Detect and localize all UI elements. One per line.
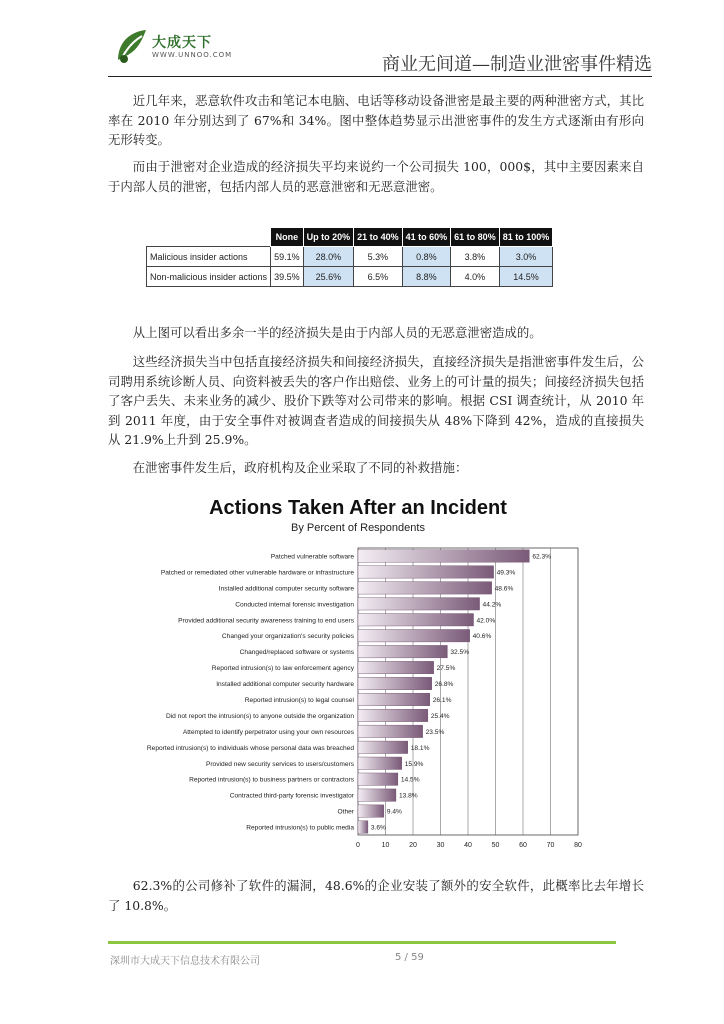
x-tick-label: 80 (574, 842, 582, 849)
footer-company: 深圳市大成天下信息技术有限公司 (110, 956, 260, 967)
value-label: 40.6% (472, 633, 492, 641)
loss-table-corner (147, 228, 271, 247)
table-cell: 8.8% (402, 267, 451, 287)
bar (358, 757, 402, 769)
value-label: 14.5% (400, 776, 420, 784)
x-tick-label: 40 (464, 842, 472, 849)
category-label: Installed additional computer security hardware (216, 681, 354, 689)
x-tick-label: 60 (519, 842, 527, 849)
loss-table-col-header: 21 to 40% (354, 228, 403, 247)
value-label: 26.1% (432, 696, 452, 704)
document-title: 商业无间道—制造业泄密事件精选 (382, 54, 652, 75)
x-tick-label: 30 (436, 842, 445, 849)
actions-chart-svg (130, 490, 594, 858)
bar (358, 614, 474, 626)
logo-text-cn: 大成天下 (152, 35, 212, 51)
bar (358, 677, 432, 689)
x-tick-label: 70 (546, 842, 555, 849)
actions-chart (130, 490, 594, 858)
value-label: 3.6% (370, 824, 386, 832)
value-label: 13.8% (398, 792, 418, 800)
row-label: Malicious insider actions (147, 247, 271, 267)
paragraph-4: 这些经济损失当中包括直接经济损失和间接经济损失，直接经济损失是指泄密事件发生后，公司聘用系统诊断人员、向资料被丢失的客户作出赔偿、业务上的可计量的损失；间接经济损失包括了客户丢失、未来业务的减少、股价下跌等对公司带来的影响。根据 CSI 调查统计，从 2010 年到 2011 年度，由于安全事件对被调查者造成的间接损失从 48%下降到 42%，造成的直接损失从 21.9%上升到 25.9%。 (108, 354, 644, 447)
table-cell: 28.0% (303, 247, 354, 267)
category-label: Attempted to identify perpetrator using your own resources (182, 728, 354, 736)
loss-table-col-header: None (271, 228, 304, 247)
category-label: Patched or remediated other vulnerable hardware or infrastructure (160, 569, 354, 577)
paragraph-1: 近几年来，恶意软件攻击和笔记本电脑、电话等移动设备泄密是最主要的两种泄密方式，其比率在 2010 年分别达到了 67%和 34%。图中整体趋势显示出泄密事件的发生方式逐渐由有形向无形转变。 (108, 93, 644, 147)
row-label: Non-malicious insider actions (147, 267, 271, 287)
category-label: Reported intrusion(s) to law enforcement agency (211, 665, 354, 673)
x-tick-label: 10 (381, 842, 390, 849)
value-label: 32.5% (450, 649, 470, 657)
value-label: 9.4% (386, 808, 402, 816)
x-tick-label: 50 (491, 842, 500, 849)
value-label: 23.5% (425, 728, 445, 736)
value-label: 26.8% (434, 681, 454, 689)
value-label: 49.3% (496, 569, 516, 577)
table-cell: 0.8% (402, 247, 451, 267)
loss-table-col-header: 41 to 60% (402, 228, 451, 247)
category-label: Did not report the intrusion(s) to anyone outside the organization (165, 712, 354, 720)
loss-table (146, 227, 553, 287)
table-cell: 6.5% (354, 267, 403, 287)
category-label: Reported intrusion(s) to business partners or contractors (189, 776, 354, 784)
category-label: Changed your organization's security policies (221, 633, 354, 641)
category-label: Contracted third-party forensic investigator (229, 792, 354, 800)
x-tick-label: 20 (409, 842, 417, 849)
bar (358, 582, 492, 594)
bar (358, 550, 529, 562)
table-cell: 14.5% (499, 267, 553, 287)
table-cell: 39.5% (271, 267, 304, 287)
chart-subtitle: By Percent of Respondents (291, 522, 425, 534)
value-label: 27.5% (436, 665, 456, 673)
table-cell: 5.3% (354, 247, 403, 267)
bar (358, 661, 434, 673)
value-label: 15.9% (404, 760, 424, 768)
table-cell: 3.0% (499, 247, 553, 267)
table-cell: 4.0% (451, 267, 500, 287)
category-label: Provided new security services to users/customers (205, 760, 354, 768)
bar (358, 741, 408, 753)
bar (358, 821, 368, 833)
category-label: Reported intrusion(s) to public media (246, 824, 354, 832)
table-cell: 3.8% (451, 247, 500, 267)
company-logo (112, 26, 262, 66)
table-cell: 59.1% (271, 247, 304, 267)
page-number: 5 / 59 (395, 952, 424, 963)
value-label: 62.3% (532, 553, 552, 561)
value-label: 25.4% (430, 712, 450, 720)
paragraph-3: 从上图可以看出多余一半的经济损失是由于内部人员的无恶意泄密造成的。 (132, 325, 542, 340)
bar (358, 566, 494, 578)
paragraph-6: 62.3%的公司修补了软件的漏洞，48.6%的企业安装了额外的安全软件，此概率比去年增长了 10.8%。 (108, 878, 644, 913)
category-label: Installed additional computer security software (218, 585, 354, 593)
category-label: Reported intrusion(s) to legal counsel (244, 696, 354, 704)
bar (358, 725, 423, 737)
value-label: 44.2% (482, 601, 502, 609)
value-label: 18.1% (410, 744, 430, 752)
category-label: Changed/replaced software or systems (239, 649, 354, 657)
value-label: 42.0% (476, 617, 496, 625)
category-label: Patched vulnerable software (270, 553, 354, 561)
x-tick-label: 0 (356, 842, 360, 849)
logo-text-en: WWW.UNNOO.COM (152, 51, 233, 59)
table-cell: 25.6% (303, 267, 354, 287)
loss-table-col-header: 61 to 80% (451, 228, 500, 247)
bar (358, 773, 398, 785)
header-divider (108, 76, 652, 77)
table-row (147, 247, 553, 267)
bar (358, 645, 447, 657)
category-label: Other (337, 808, 354, 816)
table-row (147, 267, 553, 287)
loss-table-col-header: Up to 20% (303, 228, 354, 247)
category-label: Conducted internal forensic investigation (235, 601, 354, 609)
category-label: Provided additional security awareness training to end users (178, 617, 354, 625)
bar (358, 629, 470, 641)
bar (358, 693, 430, 705)
bar (358, 598, 480, 610)
category-label: Reported intrusion(s) to individuals whose personal data was breached (146, 744, 354, 752)
paragraph-2: 而由于泄密对企业造成的经济损失平均来说约一个公司损失 100，000$，其中主要因素来自于内部人员的泄密，包括内部人员的恶意泄密和无恶意泄密。 (108, 159, 644, 194)
bar (358, 709, 428, 721)
chart-title: Actions Taken After an Incident (209, 497, 507, 519)
logo-leaf-icon (112, 26, 152, 66)
loss-table-header-row (147, 228, 553, 247)
value-label: 48.6% (494, 585, 514, 593)
loss-table-col-header: 81 to 100% (499, 228, 553, 247)
bar (358, 789, 396, 801)
footer-divider (108, 941, 616, 944)
paragraph-5: 在泄密事件发生后，政府机构及企业采取了不同的补救措施： (132, 460, 468, 475)
bar (358, 805, 384, 817)
